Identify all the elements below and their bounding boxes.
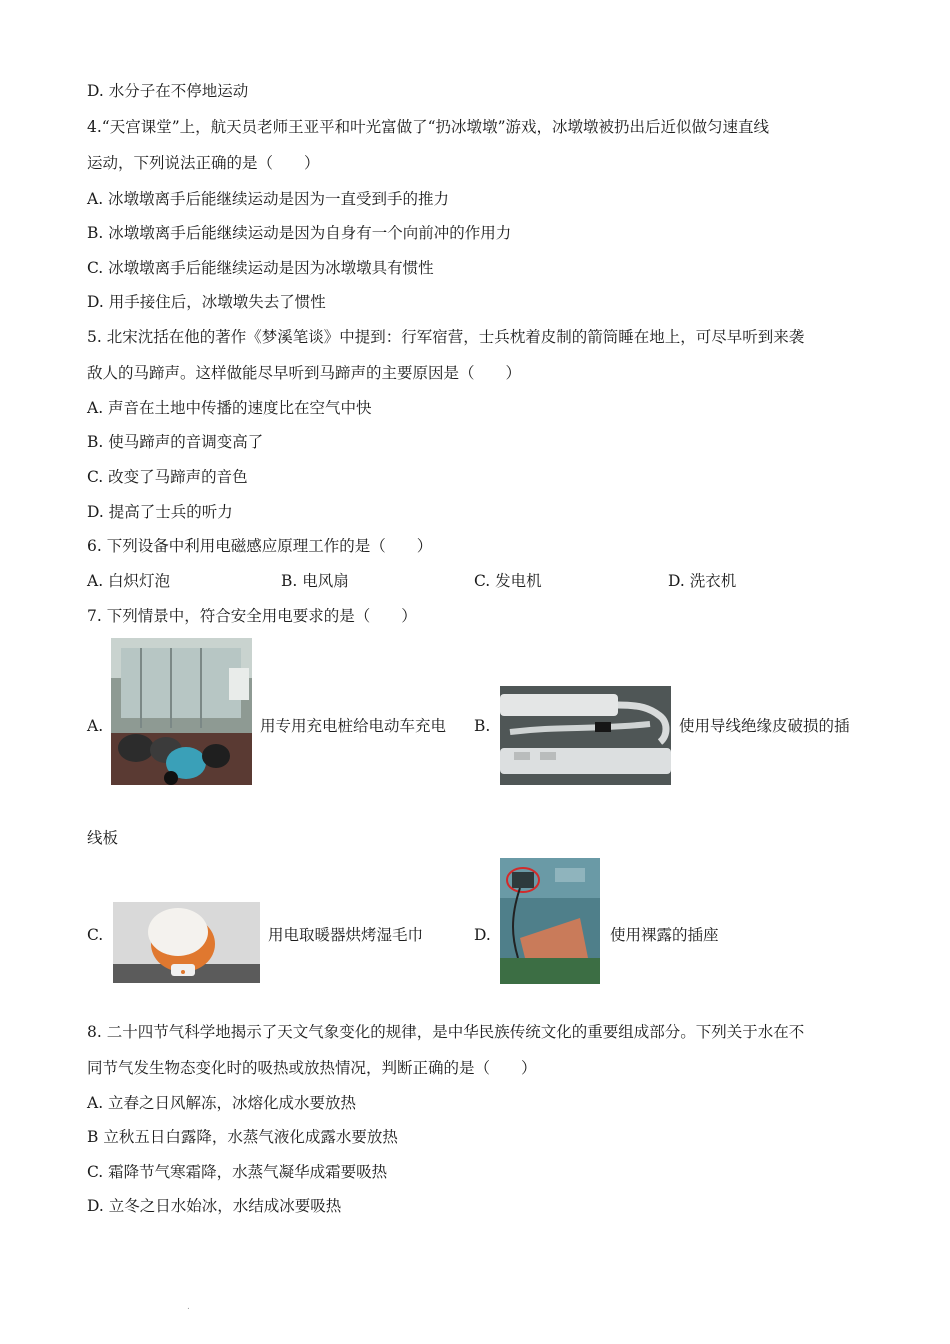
q4-option-c: C. 冰墩墩离手后能继续运动是因为冰墩墩具有惯性: [87, 259, 434, 277]
q7-label-a: A.: [87, 717, 104, 735]
q6-option-c: C. 发电机: [474, 572, 542, 590]
q5-option-c: C. 改变了马蹄声的音色: [87, 468, 248, 486]
damaged-powerstrip-photo: [500, 686, 671, 785]
q5-stem-line2: 敌人的马蹄声。这样做能尽早听到马蹄声的主要原因是（ ）: [87, 364, 522, 382]
q7-text-a: 用专用充电桩给电动车充电: [260, 717, 447, 735]
footer-mark: .: [187, 1302, 190, 1312]
q7-text-d: 使用裸露的插座: [610, 926, 719, 944]
q8-stem-line2: 同节气发生物态变化时的吸热或放热情况，判断正确的是（ ）: [87, 1059, 537, 1077]
q4-option-a: A. 冰墩墩离手后能继续运动是因为一直受到手的推力: [87, 190, 450, 208]
q6-stem: 6. 下列设备中利用电磁感应原理工作的是（ ）: [87, 537, 433, 555]
q7-label-d: D.: [474, 926, 491, 944]
q7-text-b: 使用导线绝缘皮破损的插: [679, 717, 850, 735]
q4-stem-line2: 运动，下列说法正确的是（ ）: [87, 154, 320, 172]
q5-option-b: B. 使马蹄声的音调变高了: [87, 433, 264, 451]
q8-option-c: C. 霜降节气寒霜降，水蒸气凝华成霜要吸热: [87, 1163, 388, 1181]
q5-option-d: D. 提高了士兵的听力: [87, 503, 233, 521]
heater-towel-photo: [113, 902, 260, 983]
q8-option-a: A. 立春之日风解冻，冰熔化成水要放热: [87, 1094, 357, 1112]
q7-text-c: 用电取暖器烘烤湿毛巾: [268, 926, 424, 944]
exposed-socket-photo: [500, 858, 600, 984]
q4-option-d: D. 用手接住后，冰墩墩失去了惯性: [87, 293, 326, 311]
q6-option-a: A. 白炽灯泡: [87, 572, 171, 590]
q5-option-a: A. 声音在土地中传播的速度比在空气中快: [87, 399, 372, 417]
q7-stem: 7. 下列情景中，符合安全用电要求的是（ ）: [87, 607, 417, 625]
q3-option-d: D. 水分子在不停地运动: [87, 82, 249, 100]
q7-text-b-cont: 线板: [87, 829, 119, 847]
q8-stem-line1: 8. 二十四节气科学地揭示了天文气象变化的规律，是中华民族传统文化的重要组成部分。下列关于水在不: [87, 1023, 805, 1041]
charging-station-photo: [111, 638, 252, 785]
q8-option-d: D. 立冬之日水始冰，水结成冰要吸热: [87, 1197, 342, 1215]
q4-stem-line1: 4.“天宫课堂”上，航天员老师王亚平和叶光富做了“扔冰墩墩”游戏，冰墩墩被扔出后近似做匀速直线: [87, 118, 769, 136]
q5-stem-line1: 5. 北宋沈括在他的著作《梦溪笔谈》中提到：行军宿营，士兵枕着皮制的箭筒睡在地上，可尽早听到来袭: [87, 328, 805, 346]
q8-option-b: B 立秋五日白露降，水蒸气液化成露水要放热: [87, 1128, 398, 1146]
q7-label-b: B.: [474, 717, 491, 735]
q6-option-d: D. 洗衣机: [668, 572, 737, 590]
q4-option-b: B. 冰墩墩离手后能继续运动是因为自身有一个向前冲的作用力: [87, 224, 512, 242]
q7-label-c: C.: [87, 926, 104, 944]
q6-option-b: B. 电风扇: [281, 572, 349, 590]
